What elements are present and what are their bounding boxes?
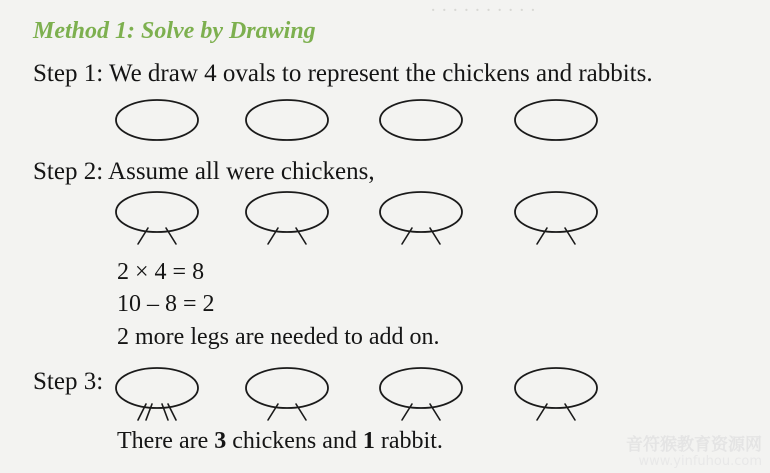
step3-label: Step 3: bbox=[33, 368, 104, 395]
step2-label: Step 2: bbox=[33, 158, 104, 185]
step3-chicken-oval-2 bbox=[246, 368, 328, 408]
step1-text: We draw 4 ovals to represent the chickens and rabbits. bbox=[108, 60, 653, 87]
step1-oval-oval-2 bbox=[246, 100, 328, 140]
step1-oval-oval-1 bbox=[116, 100, 198, 140]
answer-prefix: There are bbox=[117, 428, 215, 454]
legs-needed-note: 2 more legs are needed to add on. bbox=[117, 324, 440, 350]
watermark bbox=[626, 436, 762, 469]
step3-leg bbox=[162, 404, 168, 420]
calc-line-1: 2 × 4 = 8 bbox=[117, 259, 205, 285]
watermark-url: www.yinfuhou.com bbox=[638, 453, 762, 469]
answer-mid: chickens and bbox=[226, 428, 363, 454]
step3-chicken-oval-4 bbox=[515, 368, 597, 408]
step1-oval-oval-3 bbox=[380, 100, 462, 140]
step2-text: Assume all were chickens, bbox=[108, 158, 375, 185]
step2-chicken-oval-4 bbox=[515, 192, 597, 232]
step2-chicken-oval-2 bbox=[246, 192, 328, 232]
chickens-count: 3 bbox=[214, 428, 227, 454]
rabbits-count: 1 bbox=[362, 428, 375, 454]
show-through-text: · · · · · · · · · · bbox=[430, 0, 537, 21]
calc-line-2: 10 – 8 = 2 bbox=[117, 291, 215, 317]
watermark-name: 音符猴教育资源网 bbox=[626, 435, 762, 456]
step2-chicken-oval-1 bbox=[116, 192, 198, 232]
answer-suffix: rabbit. bbox=[374, 428, 443, 454]
step3-rabbit-oval-1 bbox=[116, 368, 198, 408]
step3-chicken-oval-3 bbox=[380, 368, 462, 408]
method-title: Method 1: Solve by Drawing bbox=[33, 18, 316, 44]
step1-oval-oval-4 bbox=[515, 100, 597, 140]
step3-leg bbox=[146, 404, 152, 420]
step2-chicken-oval-3 bbox=[380, 192, 462, 232]
step1-label: Step 1: bbox=[33, 60, 104, 87]
